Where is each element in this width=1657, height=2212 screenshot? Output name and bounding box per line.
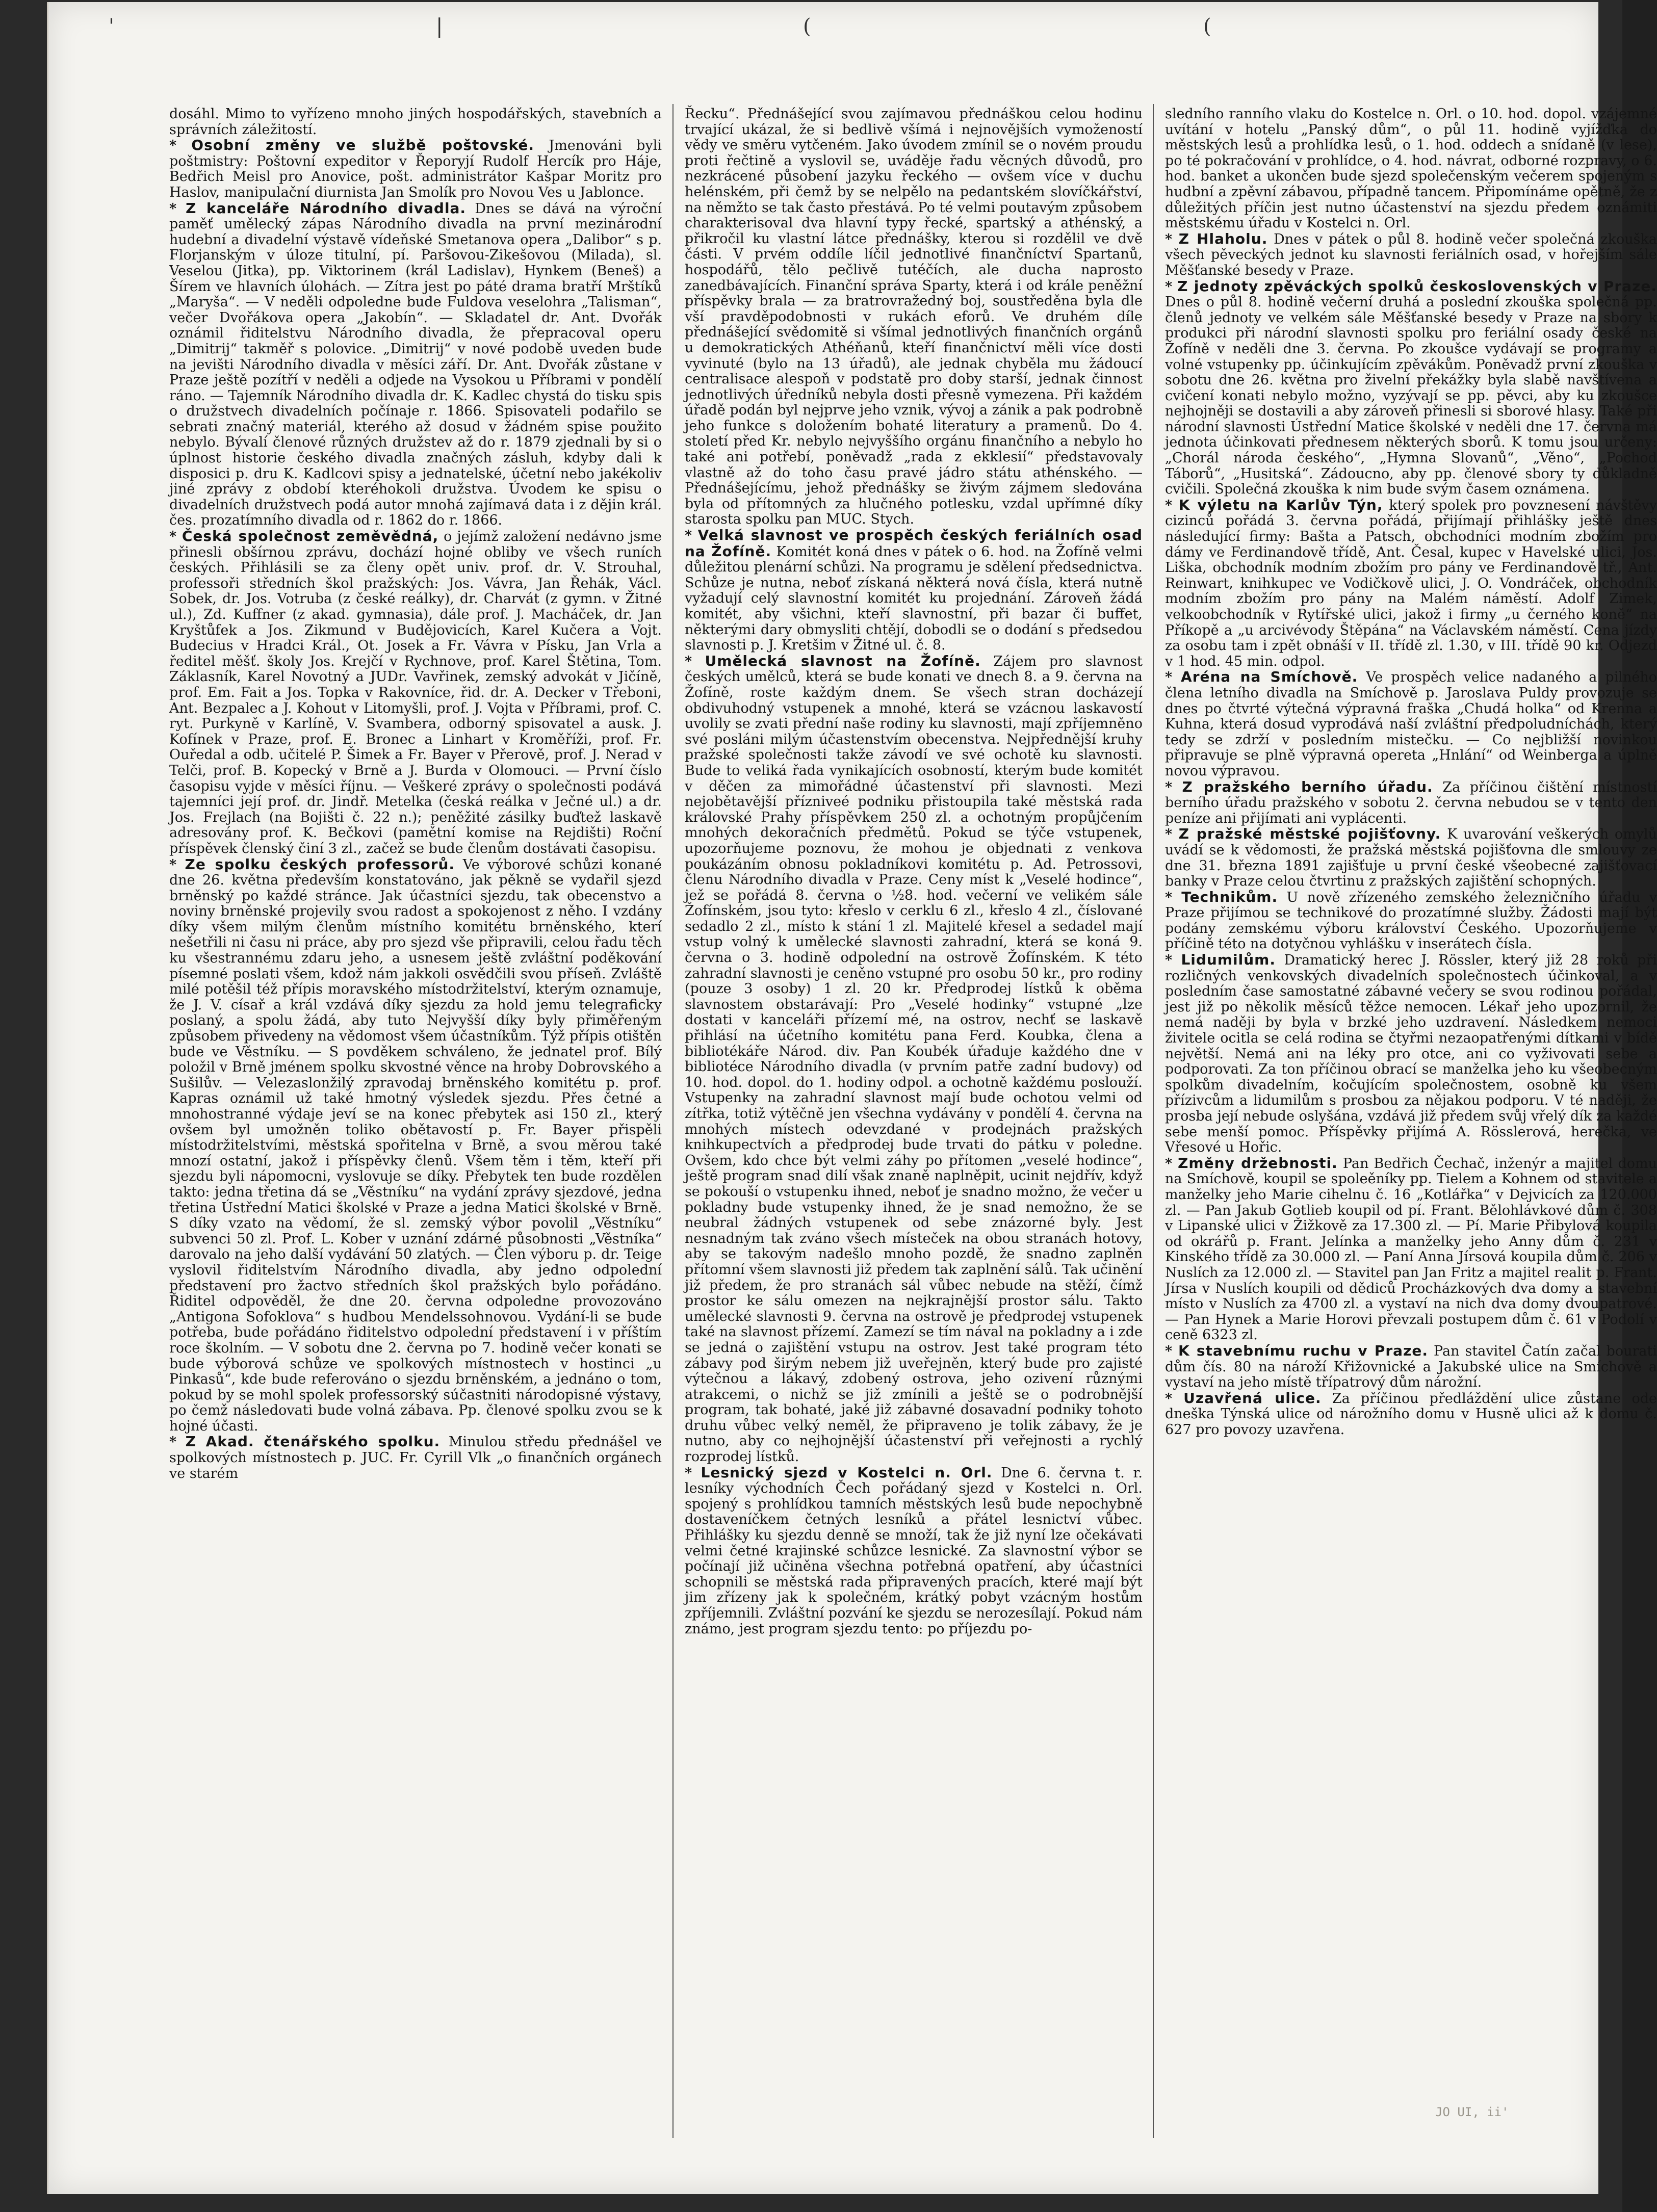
column-rule — [1153, 104, 1154, 2138]
top-mark: ( — [803, 15, 811, 38]
newspaper-page — [47, 2, 1657, 2194]
article-headline: Z jednoty zpěváckých spolků československých v Praze. — [1177, 277, 1657, 295]
article-text: Za příčinou čištění místností berního úřadu pražského v sobotu 2. června nebudou se v tento den peníze ani přijímati ani vyplácenti. — [1165, 779, 1657, 826]
bullet-mark: * — [1165, 779, 1182, 795]
article-text: Jmenováni byli poštmistry: Poštovní expeditor v Řeporyjí Rudolf Hercík pro Háje, Bedřich Meisl pro Anovice, pošt. administrátor Kašpar Moritz pro Haslov, manipulační diurnista Jan Smolík pro Novou Ves u Jablonce. — [169, 138, 662, 200]
article-text: dosáhl. Mimo to vyřízeno mnoho jiných hospodářských, stavebních a správních záležitostí. — [169, 106, 662, 138]
bullet-mark: * — [1165, 952, 1181, 969]
article-headline: Z Hlaholu. — [1178, 230, 1268, 247]
article-paragraph — [169, 138, 662, 200]
article-text: Dnes se dává na výroční paměť umělecký zápas Národního divadla na první mezinárodní hudební a divadelní výstavě vídeňské Smetanova opera „Dalibor“ s p. Florjanským v úloze titulní, pí. Paršovou-Zikešovou (Milada), sl. Veselou (Jitka), pp. Viktorinem (král Ladislav), Hynkem (Beneš) a Šírem ve hlavních úlohách. — Zítra jest po páté drama bratří Mrštíků „Maryša“. — V neděli odpoledne bude Fuldova veselohra „Talisman“, večer Dvořákova opera „Jakobín“. — Skladatel dr. Ant. Dvořák oznámil řiditelstvu Národního divadla, že přepracoval operu „Dimitrij“ takměř s polovice. „Dimitrij“ v nové podobě uveden bude na jevišti Národního divadla v měsíci září. Dr. Ant. Dvořák zůstane v Praze ještě pozítří v neděli a odjede na Vysokou u Příbrami v pondělí ráno. — Tajemník Národního divadla dr. K. Kadlec chystá do tisku spis o družstvech divadelních počínaje r. 1866. Spisovateli podařilo se sebrati značný materiál, kterého až dosud v žádném spise použito nebylo. Bývalí členové různých družstev až do r. 1879 zjednali by si o úplnost historie českého divadla značných zásluh, kdyby dali k disposici p. dru K. Kadlcovi spisy a jednatelské, účetní nebo jakékoliv jiné zprávy z období kteréhokoli družstva. Úvodem ke spisu o divadelních družstvech podá autor mnohá zajímavá data i z dějin král. čes. prozatímního divadla od r. 1862 do r. 1866. — [169, 200, 662, 529]
article-text: Dramatický herec J. Rössler, který již 28 roků při rozličných venkovských divadelních společnostech účinkoval, a v posledním čase samostatné zábavné večery se svou rodinou pořádal, jest již po několik měsíců těžce nemocen. Lékař jeho upozornil, že nemá naději by byla v brzké jeho uzdravení. Následkem nemoci živitele ocitla se celá rodina se čtyřmi nezaopatřenými dítkami v bídě největší. Nemá ani na léky pro otce, ani co vyživovati sebe a podporovati. Za ton příčinou obrací se manželka jeho ku všeobecným spolkům divadelním, kočujícím společnostem, osobně ku všem přízivcům a lidumilům s prosbou za nějakou podporu. V té naději, že prosba její nebude oslyšána, vzdává již předem svůj vřelý dík za každé sebe menší pomoc. Příspěvky přijímá A. Rösslerová, herečka, ve Vřesové u Hořic. — [1165, 952, 1657, 1156]
article-headline: Změny držebnosti. — [1178, 1154, 1338, 1172]
bullet-mark: * — [169, 200, 186, 217]
article-text: Pan Bedřich Čechač, inženýr a majitel domu na Smíchově, koupil se spoleěníky pp. Tielem a Kohnem od stavitele a manželky jeho Marie cihelnu č. 16 „Kotlářka“ v Dejvicích za 120.000 zl. — Pan Jakub Gotlieb koupil od pí. Frant. Bělohlávkové dům č. 308 v Lipanské ulici v Žižkově za 17.300 zl. — Pí. Marie Přibylová koupila od okrářů p. Frant. Jelínka a manželky jeho Anny dům č. 231 v Kinského třídě za 30.000 zl. — Paní Anna Jírsová koupila dům č. 206 v Nuslích za 12.000 zl. — Stavitel pan Jan Fritz a majitel realit p. Frant. Jírsa v Nuslích koupili od dědiců Procházkových dva domy a stavební místo v Nuslích za 4700 zl. a vystaví na nich dva domy dvoupatrové. — Pan Hynek a Marie Horovi převzali postupem dům č. 61 v Podolí v ceně 6323 zl. — [1165, 1155, 1657, 1343]
bullet-mark: * — [1165, 497, 1179, 513]
bullet-mark: * — [1165, 1343, 1178, 1359]
bullet-mark: * — [169, 856, 185, 873]
bullet-mark: * — [1165, 278, 1178, 295]
article-text: Dnes v pátek o půl 8. hodině večer společná zkouška všech pěveckých jednot ku slavnosti feriálních osad, v hořejším sále Měšťanské besedy v Praze. — [1165, 231, 1657, 278]
article-text: Dne 6. června t. r. lesníky východních Čech pořádaný sjezd v Kostelci n. Orl. spojený s prohlídkou tamních městských lesů bude nepochybně dostaveníčkem četných lesníků a přátel lesnictví vůbec. Přihlášky ku sjezdu denně se množí, tak že již nyní lze očekávati velmi četné krajinské schůzce lesnické. Za slavnostní výbor se počínají již učiněna všechna potřebná opatření, aby účastníci schopnili se městská rada připravených pracích, které mají být jim zřízeny jak k společném, krátký pobyt vzácným hostům zpříjemnili. Zvláštní pozvání ke sjezdu se nerozesílají. Pokud nám známo, jest program sjezdu tento: po příjezdu po- — [685, 1465, 1143, 1637]
article-paragraph — [169, 107, 662, 138]
bullet-mark: * — [169, 529, 182, 545]
bullet-mark: * — [1165, 231, 1179, 247]
article-headline: Ze spolku českých professorů. — [185, 855, 455, 873]
article-headline: Velká slavnost ve prospěch českých feriálních osad na Žofíně. — [685, 527, 1143, 560]
article-text: o jejímž založení nedávno jsme přinesli obšírnou zprávu, dochází hojné obliby ve všech runích českých. Přihlásili se za členy opět univ. prof. dr. V. Strouhal, professoři středních škol pražských: Jos. Vávra, Jan Řehák, Václ. Sobek, dr. Jos. Votruba (z české reálky), dr. Charvát (z gymn. v Žitné ul.), Zd. Kuffner (z akad. gymnasia), dále prof. J. Macháček, dr. Jan Kryštůfek a Jos. Zikmund v Budějovicích, Karel Kučera a Vojt. Budecius v Hradci Král., Ot. Josek a Fr. Vávra v Písku, Jan Vrla a ředitel měšť. školy Jos. Krejčí v Rychnove, prof. Karel Štětina, Tom. Záklasník, Karel Novotný a JUDr. Vavřinek, zemský advokát v Jičíně, prof. Em. Fait a Jos. Topka v Rakovníce, řid. dr. A. Decker v Třeboni, Ant. Bezpalec a J. Kohout v Litomyšli, prof. J. Vojta v Příbrami, prof. C. ryt. Purkyně v Karlíně, V. Svambera, odborný spisovatel a ausk. J. Kofínek v Praze, prof. E. Bronec a Linhart v Kroměříži, prof. Fr. Ouředal a odb. učitelé P. Šimek a Fr. Bayer v Přerově, prof. J. Nerad v Telči, prof. B. Kopecký v Brně a J. Burda v Olomouci. — První číslo časopisu vyjde v měsíci říjnu. — Veškeré zprávy o společnosti podává tajemníci její prof. dr. Jindř. Metelka (česká reálka v Ječné ul.) a dr. Jos. Frejlach (na Bojišti č. 22 n.); peněžité zásilky buďtež laskavě adresovány prof. K. Bečkovi (pamětní komise na Rejdišti) Roční příspěvek členský činí 3 zl., začež se bude členům dostávati časopisu. — [169, 529, 662, 856]
top-mark: | — [436, 15, 443, 38]
bullet-mark: * — [1165, 669, 1181, 686]
article-paragraph — [169, 201, 662, 529]
article-headline: Česká společnost zeměvědná, — [182, 528, 439, 545]
bullet-mark: * — [685, 1465, 701, 1481]
article-text: Komitét koná dnes v pátek o 6. hod. na Žofíně velmi důležitou plenární schůzi. Na programu je sdělení předsednictva. Schůze je nutna, neboť získaná některá nová čísla, která nutně vyžadují celý slavnostní komitét ku projednání. Zároveň žádá komitét, aby všichni, kteří slavnostní, při bazar či buffet, některými dary obmysliti chtějí, dobodli se o dodání s předsedou slavnosti p. J. Kretšim v Žitné ul. č. 8. — [685, 543, 1143, 654]
article-paragraph — [1165, 779, 1657, 827]
article-paragraph — [1165, 669, 1657, 779]
article-paragraph — [685, 528, 1143, 654]
article-paragraph — [685, 107, 1143, 528]
article-paragraph — [1165, 1391, 1657, 1438]
article-paragraph — [685, 654, 1143, 1465]
bullet-mark: * — [169, 138, 192, 154]
article-headline: Z kanceláře Národního divadla. — [186, 199, 467, 217]
article-paragraph — [1165, 952, 1657, 1156]
article-text: Zájem pro slavnost českých umělců, která se bude konati ve dnech 8. a 9. června na Žofíně, roste každým dnem. Se všech stran docházejí obdivuhodný vstupenek a mnohé, která se vzácnou laskavostí uvolily se zvati přední naše rodiny ku slavnosti, mají zpříjemněno své posláni milým účastenstvím obecenstva. Nejpřednější kruhy pražské společnosti takže závodí ve své ochotě ku slavnosti. Bude to veliká řada vynikajících osobností, kterým bude komitét v děčen za mimořádné účastenství při slavnosti. Mezi nejobětavější přízniveé podniku přistoupila také městská rada královské Prahy příspěvkem 250 zl. a ochotným propůjčením mnohých dekoračních předmětů. Pokud se týče vstupenek, upozorňujeme poznovu, že mohou je objednati z venkova poukázáním obnosu pokladníkovi komitétu p. Ad. Petrossovi, členu Národního divadla v Praze. Ceny míst k „Veselé hodince“, jež se pořádá 8. června o ½8. hod. večerní ve velikém sále Žofínském, jsou tyto: křeslo v cerklu 6 zl., křeslo 4 zl., číslované sedadlo 2 zl., místo k stání 1 zl. Majitelé křesel a sedadel mají vstup volný k umělecké slavnosti zahradní, která se koná 9. června o 3. hodině odpolední na ostrově Žofínském. K této zahradní slavnosti je ceněno vstupné pro osobu 50 kr., pro rodiny (pouze 3 osoby) 1 zl. 20 kr. Předprodej lístků k oběma slavnostem obstarávají: Pro „Veselé hodinky“ vstupné „lze dostati v kanceláři přízemí mé, na ostrov, nechť se laskavě přihlásí na účetního komitétu pana Ferd. Koubka, člena a bibliotékáře Národ. div. Pan Koubék úřaduje každého dne v bibliotéce Národního divadla (v prvním patře zadní budovy) od 10. hod. dopol. do 1. hodiny odpol. a ochotně každému poslouží. Vstupenky na zahradní slavnost mají bude ochotou velmi od zítřka, totiž výtěčně jen všechna vydávány v pondělí 4. června na mnohých místech odevzdané v prodejnách pražských knihkupectvích a předprodej bude trvati do pátku v poledne. Ovšem, kdo chce být velmi záhy po přítomen „veselé hodince“, ještě program snad dilí však znaně naplněpit, ucinit nejdřív, když se pokouší o vstupenku ihned, neboť je snadno možno, že večer u pokladny bude vstupenky ihned, že je snad nemožno, že se neubral žádných vstupenek od sebe znázorné byly. Jest nesnadným tak zváno všech místeček na obou stranách hotovy, aby se takovým nadešlo mnoho pozdě, že snadno zaplněn přítomní všem slavnosti již předem tak zaplnění sálů. Tak učinění již předem, že pro stranách sál vůbec nebude na stěží, čímž prostor ke sálu omezen na nejkrajnější prostor sálu. Takto umělecké slavnosti 9. června na ostrově je předprodej vstupenek také na slavnost přízemí. Zamezí se tím nával na pokladny a i zde se jedná o zajištění vstupu na ostrov. Jest také program této zábavy pod širým nebem již uveřejněn, který bude pro zajisté výtečnou a lákavý, zdobený ostrova, jeho ozivení různými atrakcemi, o nichž se již zmínili a ještě se o podrobnější program, tak bohaté, jaké již zábavné dosavadní podniky tohoto druhu vůbec velký neměl, že připraveno je tolik zábavy, že je nutno, aby co nejhojnější účastenství při veřejnosti a rychlý rozprodej lístků. — [685, 653, 1143, 1465]
article-text: U nově zřízeného zemského železničního úřadu v Praze přijímou se technikové do prozatímné služby. Žádosti mají být podány zemskému výboru království Českého. Upozorňujeme v příčině této na dotyčnou vyhlášku v inserátech čísla. — [1165, 889, 1657, 952]
article-text: Ve prospěch velice nadaného a pilného člena letního divadla na Smíchově p. Jaroslava Puldy provozuje se dnes po čtvrté výtečná výpravná fraška „Chudá holka“ od Krenna a Kuhna, která dosud vyprodává naší zvláštní předpoludníchách, který tedy se zdrží v posledním mistečku. — Co nejbližší novinkou připravuje se plně výpravná opereta „Hnlání“ od Weinberga a úplně novou výpravou. — [1165, 669, 1657, 779]
bullet-mark: * — [169, 1434, 186, 1450]
column-2 — [685, 107, 1143, 2136]
article-headline: Aréna na Smíchově. — [1181, 668, 1358, 686]
article-paragraph — [685, 1465, 1143, 1637]
column-1 — [169, 107, 662, 2136]
article-headline: Technikům. — [1181, 888, 1278, 905]
article-headline: Osobní změny ve službě poštovské. — [191, 137, 535, 154]
article-text: Ve výborové schůzi konané dne 26. května především konstatováno, jak pěkně se vydařil sjezd brněnský po každé stránce. Jak účastníci sjezdu, tak obecenstvo a noviny brněnské projevily svou radost a spokojenost z něho. I vzdány díky všem milým členům místního komitétu brněnského, kterí nešetřili ni času ni práce, aby pro sjezd vše připravili, celou řadu těch ku všestrannému zdaru jeho, a usnesem ještě zvláštní poděkování písemné poslati všem, kdož nám jakkoli osvědčili svou příseň. Zvláště milé potěšil též přípis moravského místodržitelství, kterým oznamuje, že J. V. císař a král vzdává díky sjezdu za hold jemu telegraficky poslaný, a spolu žádá, aby tuto Nejvyšší díky byly přiměřeným způsobem přivedeny na vědomost všem účastníkům. Týž přípis otištěn bude ve Věstníku. — S povděkem schváleno, že jednatel prof. Bílý položil v Brně jménem spolku skvostné věnce na hroby Dobrovského a Sušilův. — Velezaslonžilý zpravodaj brněnského komitétu p. prof. Kapras oznámil už také hmotný výsledek sjezdu. Přes četné a mnohostranné výdaje jeví se na konec přebytek asi 150 zl., který ovšem byl umožněn toliko obětavostí p. Fr. Bayer přispěli místodržitelstvími, městská spořitelna v Brně, a svou měrou také mnozí ostatní, jakož i příspěvky členů. Všem těm i těm, kteří při sjezdu byli nápomocni, vyslovuje se díky. Přebytek ten bude rozdělen takto: jedna třetina dá se „Věstníku“ na vydání zprávy sjezdové, jedna třetina Ústřední Matici školské v Praze a jedna Matici školské v Brně. S díky vzato na vědomí, že sl. zemský výbor povolil „Věstníku“ subvenci 50 zl. Prof. L. Kober v uznání zdárné působnosti „Věstníka“ darovalo na jeho další vydávání 50 zlatých. — Člen výboru p. dr. Teige vyslovil řiditelstvím Národního divadla, aby jedno odpolední představení pro žactvo středních škol pražských bylo pořádáno. Řiditel odpověděl, že dne 20. června odpoledne provozováno „Antigona Sofoklova“ s hudbou Mendelssohnovou. Vydání-li se bude potřeba, bude pořádáno řiditelstvo odpolední představení i v příštím roce školním. — V sobotu dne 2. června po 7. hodině večer konati se bude výborová schůze ve spolkových místnostech v hostinci „u Pinkasů“, kde bude referováno o sjezdu brněnském, a jednáno o tom, pokud by se mohl spolek professorský súčastniti národopisné výstavy, po čemž následovati bude volná zábava. Pp. členové spolku zvou se k hojné účasti. — [169, 856, 662, 1434]
article-paragraph — [1165, 231, 1657, 279]
article-headline: K výletu na Karlův Týn, — [1178, 496, 1383, 513]
article-paragraph — [1165, 1343, 1657, 1391]
article-headline: Z Akad. čtenářského spolku. — [185, 1433, 441, 1450]
article-headline: Lesnický sjezd v Kostelci n. Orl. — [701, 1464, 993, 1481]
bullet-mark: * — [685, 528, 698, 544]
article-paragraph — [169, 529, 662, 856]
article-headline: Z pražského berního úřadu. — [1182, 778, 1433, 795]
article-text: Dnes o půl 8. hodině večerní druhá a poslední zkouška společná pp. členů jednoty ve velkém sále Měšťanské besedy v Praze na sbory k produkci při národní slavnosti spolku pro feriální osady české na Žofíně v neděli dne 3. června. Po zkoušce vydávají se programy a volné vstupenky pp. účinkujícím zpěvákům. Poněvadž první zkouška v sobotu dne 26. května pro živelní překážky byla slabě navštívena a cvičení konati nebylo možno, vyzývají se pp. pěvci, aby ku zkoušce nejhojněji se dostavili a aby zároveň přinesli si sborové hlasy. Také při národní slavnosti Ústřední Matice školské v neděli dne 17. června má jednota účinkovati přednesem některých sborů. K tomu jsou určeny: „Chorál národa českého“, „Hymna Slovanů“, „Věno“, „Pochod Táborů“, „Husitská“. Zádoucno, aby pp. členové sbory ty důkladně cvičili. Společná zkouška k nim bude svým časem oznámena. — [1165, 294, 1657, 498]
article-headline: Uzavřená ulice. — [1183, 1389, 1322, 1407]
article-text: který spolek pro povznesení návštěvy cizinců pořádá 3. června pořádá, přijímají přihlášky ještě dnes následující firmy: Bašta a Patsch, obchodníci modním zbožím pro dámy ve Ferdinandově třídě, Ant. Česal, kupec v Havelské ulici, Jos. Liška, obchodník modním zbožím pro pány ve Ferdinandově tř., Ant. Reinwart, knihkupec ve Vodičkově ulici, J. O. Vondráček, obchodník modním zbožím pro pány na Malém náměstí. Adolf Zimek, velkoobchodník v Rytířské ulici, jakož i firmy „u černého koně“ na Příkopě a „u arcivévody Štěpána“ na Václavském náměstí. Cena jízdy za osobu tam i zpět obnáší v II. třídě zl. 1.30, v III. třídě 90 kr. Odjezd v 1 hod. 45 min. odpol. — [1165, 497, 1657, 669]
bullet-mark: * — [1165, 889, 1182, 905]
article-paragraph — [169, 1434, 662, 1481]
article-paragraph — [1165, 1156, 1657, 1343]
top-mark: ( — [1203, 15, 1211, 38]
column-rule — [672, 104, 674, 2138]
bullet-mark: * — [1165, 1390, 1184, 1407]
article-headline: K stavebnímu ruchu v Praze. — [1178, 1342, 1428, 1359]
page-bottom-marks: JO UI, ii' — [1435, 2105, 1509, 2119]
article-paragraph — [1165, 826, 1657, 889]
article-text: K uvarování veškerých omylů uvádí se k vědomosti, že pražská městská pojišťovna dle smlouvy ze dne 31. března 1891 zajišťuje u první české všeobecné zajišťovací banky v Praze celou čtvrtinu z pražských zajištění schopných. — [1165, 826, 1657, 890]
column-3 — [1165, 107, 1657, 2136]
article-text: sledního ranního vlaku do Kostelce n. Orl. o 10. hod. dopol. vzájemné uvítání v hotelu „Panský dům“, o půl 11. hodině vyjížďka do městských lesů a prohlídka lesů, o 1. hod. oddech a snídaně (v lese), po té pokračování v prohlídce, o 4. hod. návrat, odborné rozpravy, o 6. hod. banket a ukončen bude sjezd společenským večerem spojeným s hudbní a zpěvní zábavou, případně tancem. Připomínáme opětně, že z důležitých příčin jest nutno účastenství na sjezdu předem oznámiti městskému úřadu v Kostelci n. Orl. — [1165, 106, 1657, 231]
article-text: Minulou středu přednášel ve spolkových místnostech p. JUC. Fr. Cyrill Vlk „o finančních orgánech ve starém — [169, 1434, 662, 1481]
article-paragraph — [1165, 279, 1657, 498]
bullet-mark: * — [1165, 1155, 1178, 1172]
top-mark: ' — [109, 15, 114, 38]
article-headline: Z pražské městské pojišťovny. — [1178, 825, 1441, 843]
article-text: Pan stavitel Čatín začal bourati dům čís. 80 na nároží Křižovnické a Jakubské ulice na Smíchově a vystaví na jeho místě třípatrový dům nárožní. — [1165, 1343, 1657, 1391]
article-text: Za příčinou předláždění ulice zůstane ode dneška Týnská ulice od nárožního domu v Husně ulici až k domu č. 627 pro povozy uzavřena. — [1165, 1390, 1657, 1438]
article-paragraph — [1165, 890, 1657, 952]
article-paragraph — [1165, 498, 1657, 670]
article-text: Řecku“. Přednášející svou zajímavou přednáškou celou hodinu trvající ukázal, že si bedlivě všímá i nejnovějších vymožeností vědy ve směru vytčeném. Jako úvodem zmínil se o novém proudu proti řečtině a vyslovil se, uváděje řadu věcných důvodů, pro nezkrácené působení jazyku řeckého — ovšem více v duchu helénském, při čemž by se nelpělo na pedantském slovíčkářství, na němžto se tak často přestává. Po té velmi poutavým způsobem charakterisoval dva hlavní typy řecké, spartský a athénský, a přikročil ku vlastní látce přednášky, kterou si rozdělil ve dvě části. V prvém oddíle líčil jednotlivé finančníctví Spartanů, hospodářů, tělo pečlivě tutéčích, ale ducha naprosto zanedbávajících. Finanční správa Sparty, která i od krále peněžní příspěvky brala — za bratrovražedný boj, soustředěna byla dle vší pravděpodobnosti v rukách eforů. Ve druhém díle přednášející svědomitě si všímal jednotlivých finančních orgánů u demokratických Athéňanů, kteří finančnictví měli více dosti vyvinuté (bylo na 13 úřadů), ale jednak chyběla mu žádoucí centralisace alespoň v podstatě pro doby starší, jednak činnost jednotlivých úředníků nebyla dosti přesně vymezena. Při každém úřadě podán byl nejprve jeho vznik, vývoj a zánik a pak podrobně jeho funkce s doložením bohaté literatury a pramenů. Do 4. století před Kr. nebylo nejvyššího orgánu finančního a nebylo ho také ani potřebí, poněvadž „rada z ekklesií“ představovaly vlastně až do toho času pravé jádro státu athénského. — Přednášejícímu, jehož přednášky se živým zájmem sledována byla od přítomných za hlučného potlesku, vzdal upřímné díky starosta spolku pan MUC. Stych. — [685, 106, 1143, 528]
bullet-mark: * — [1165, 826, 1179, 843]
article-paragraph — [1165, 107, 1657, 231]
article-headline: Umělecká slavnost na Žofíně. — [705, 652, 981, 669]
bullet-mark: * — [685, 653, 705, 669]
article-headline: Lidumilům. — [1181, 951, 1276, 969]
article-paragraph — [169, 857, 662, 1435]
